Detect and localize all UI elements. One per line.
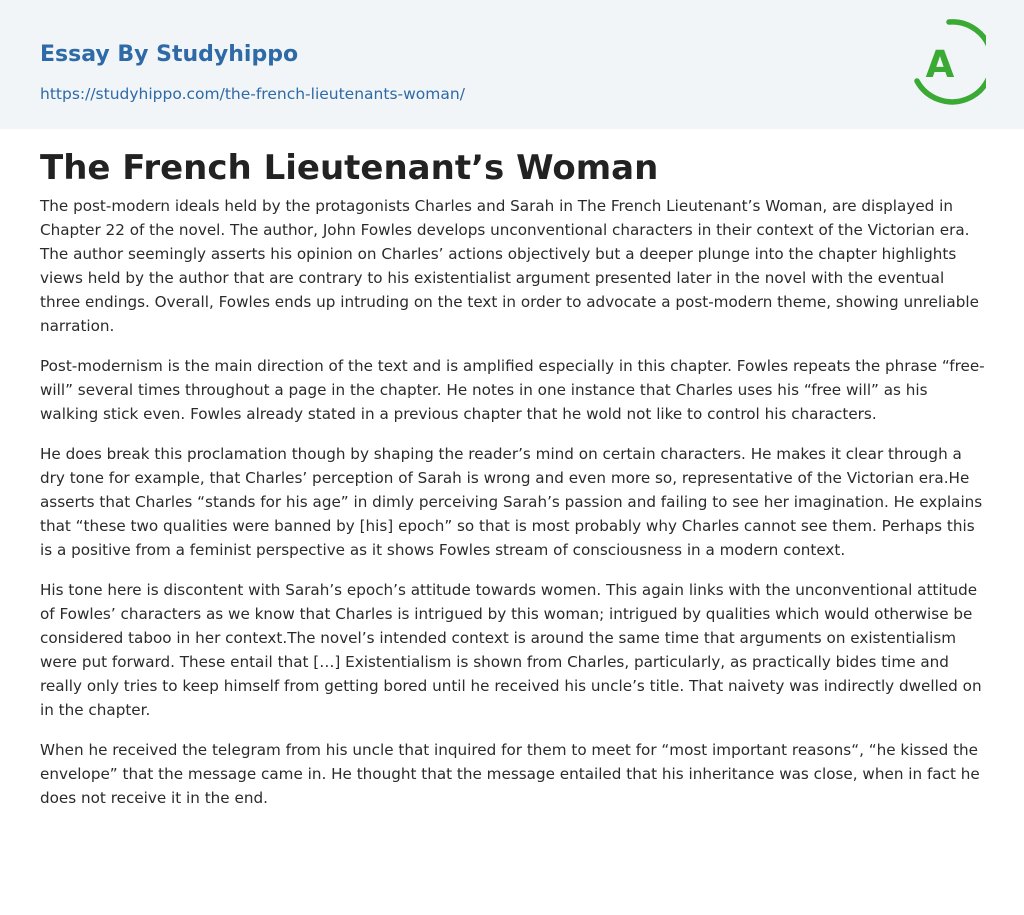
site-header — [0, 0, 1024, 129]
essay-paragraph: Post-modernism is the main direction of the text and is amplified especially in this chapter. Fowles repeats the phrase “free-will” several times throughout a page in the chapter. He notes in one instance that Charles uses his “free will” as his walking stick even. Fowles already stated in a previous chapter that he wold not like to control his characters. — [40, 357, 985, 423]
logo-letter: A — [925, 43, 955, 86]
essay-url-link[interactable]: https://studyhippo.com/the-french-lieutenants-woman/ — [40, 85, 465, 103]
essay-body — [40, 194, 988, 826]
site-brand[interactable]: Essay By Studyhippo — [40, 42, 299, 67]
essay-paragraph: His tone here is discontent with Sarah’s epoch’s attitude towards women. This again links with the unconventional attitude of Fowles’ characters as we know that Charles is intrigued by this woman; intrigued by qualities which would otherwise be considered taboo in her context.The novel’s intended context is around the same time that arguments on existentialism were put forward. These entail that […] Existentialism is shown from Charles, particularly, as practically bides time and really only tries to keep himself from getting bored until he received his uncle’s title. That naivety was indirectly dwelled on in the chapter. — [40, 581, 982, 719]
essay-title: The French Lieutenant’s Woman — [40, 148, 659, 188]
essay-paragraph: The post-modern ideals held by the protagonists Charles and Sarah in The French Lieutenant’s Woman, are displayed in Chapter 22 of the novel. The author, John Fowles develops unconventional characters in their context of the Victorian era. The author seemingly asserts his opinion on Charles’ actions objectively but a deeper plunge into the chapter highlights views held by the author that are contrary to his existentialist argument presented later in the novel with the eventual three endings. Overall, Fowles ends up intruding on the text in order to advocate a post-modern theme, showing unreliable narration. — [40, 197, 979, 335]
circle-a-logo-icon[interactable] — [912, 19, 986, 105]
essay-paragraph: He does break this proclamation though by shaping the reader’s mind on certain characters. He makes it clear through a dry tone for example, that Charles’ perception of Sarah is wrong and even more so, representative of the Victorian era.He asserts that Charles “stands for his age” in dimly perceiving Sarah’s passion and failing to see her imagination. He explains that “these two qualities were banned by [his] epoch” so that is most probably why Charles cannot see them. Perhaps this is a positive from a feminist perspective as it shows Fowles stream of consciousness in a modern context. — [40, 445, 983, 559]
essay-paragraph: When he received the telegram from his uncle that inquired for them to meet for “most important reasons“, “he kissed the envelope” that the message came in. He thought that the message entailed that his inheritance was close, when in fact he does not receive it in the end. — [40, 741, 980, 807]
